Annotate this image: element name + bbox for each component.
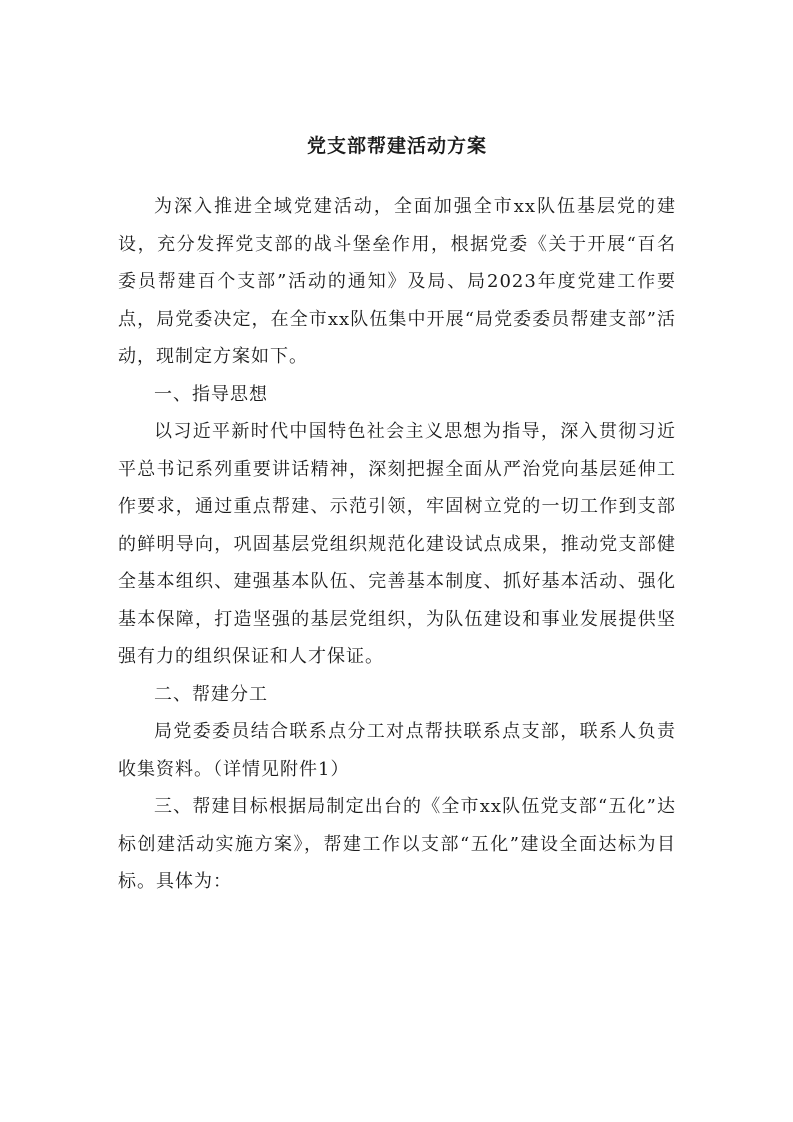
intro-paragraph: 为深入推进全域党建活动，全面加强全市xx队伍基层党的建设，充分发挥党支部的战斗堡垒作用，根据党委《关于开展“百名委员帮建百个支部”活动的通知》及局、局2023年度党建工作要点，局党委决定，在全市xx队伍集中开展“局党委委员帮建支部”活动，现制定方案如下。 xyxy=(118,196,676,367)
section-heading-division-of-work: 二、帮建分工 xyxy=(154,683,268,705)
goals-paragraph: 三、帮建目标根据局制定出台的《全市xx队伍党支部“五化”达标创建活动实施方案》，帮建工作以支部“五化”建设全面达标为目标。具体为： xyxy=(118,796,676,892)
division-of-work-paragraph: 局党委委员结合联系点分工对点帮扶联系点支部，联系人负责收集资料。（详情见附件1） xyxy=(118,721,676,780)
document-title: 党支部帮建活动方案 xyxy=(306,135,487,157)
guiding-ideology-paragraph: 以习近平新时代中国特色社会主义思想为指导，深入贯彻习近平总书记系列重要讲话精神，深刻把握全面从严治党向基层延伸工作要求，通过重点帮建、示范引领，牢固树立党的一切工作到支部的鲜明导向，巩固基层党组织规范化建设试点成果，推动党支部健全基本组织、建强基本队伍、完善基本制度、抓好基本活动、强化基本保障，打造坚强的基层党组织，为队伍建设和事业发展提供坚强有力的组织保证和人才保证。 xyxy=(118,421,676,667)
document-page xyxy=(118,126,676,901)
section-heading-guiding-ideology: 一、指导思想 xyxy=(154,383,268,405)
